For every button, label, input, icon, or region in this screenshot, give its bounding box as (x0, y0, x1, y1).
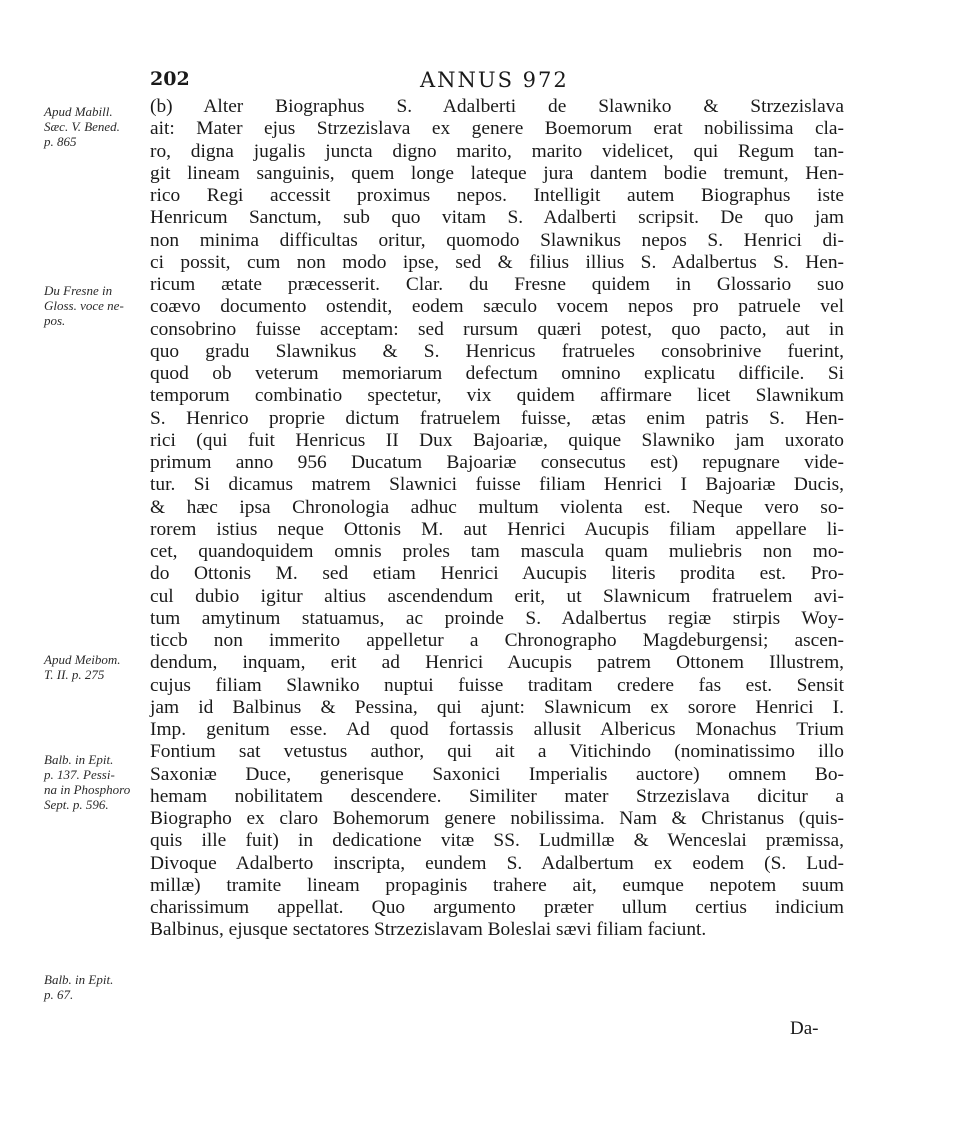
margin-note-line: Apud Mabill. (44, 104, 113, 119)
margin-note-line: Du Fresne in (44, 283, 113, 298)
body-line: cul dubio igitur altius ascendendum erit, ut Slawnicum fratruelem avi- (150, 585, 844, 607)
margin-note-balbinus-pessina (44, 752, 152, 812)
catchword: Da- (790, 1018, 819, 1039)
body-line: tur. Si dicamus matrem Slawnici fuisse filiam Henrici I Bajoariæ Ducis, (150, 474, 844, 496)
body-line: Fontium sat vetustus author, qui ait a Vitichindo (nominatissimo illo (150, 741, 844, 763)
body-line: ricum ætate præcesserit. Clar. du Fresne quidem in Glossario suo (150, 274, 844, 295)
body-line: dendum, inquam, erit ad Henrici Aucupis patrem Ottonem Illustrem, (150, 652, 844, 674)
body-line: millæ) tramite lineam propaginis trahere ait, eumque nepotem suum (150, 874, 844, 896)
margin-note-line: pos. (44, 313, 66, 328)
body-line: quo gradu Slawnikus & S. Henricus fratrueles consobrinive fuerint, (150, 340, 844, 362)
page-header (150, 68, 840, 98)
body-line: Saxoniæ Duce, generisque Saxonici Imperialis auctore) omnem Bo- (150, 763, 844, 785)
body-text (150, 96, 844, 942)
body-line: rico Regi accessit proximus nepos. Intelligit autem Biographus iste (150, 185, 844, 206)
margin-note-line: Sept. p. 596. (44, 797, 109, 812)
margin-note-line: p. 137. Pessi- (44, 767, 115, 782)
body-line: do Ottonis M. sed etiam Henrici Aucupis literis prodita est. Pro- (150, 563, 844, 585)
margin-note-line: Balb. in Epit. (44, 972, 114, 987)
body-line: rorem istius neque Ottonis M. aut Henrici Aucupis filiam appellare li- (150, 518, 844, 540)
body-line: temporum combinatio spectetur, vix quidem affirmare licet Slawnikum (150, 385, 844, 407)
body-line: Imp. genitum esse. Ad quod fortassis allusit Albericus Monachus Trium (150, 719, 844, 740)
body-line: primum anno 956 Ducatum Bajoariæ consecutus est) repugnare vide- (150, 452, 844, 473)
margin-note-mabillon (44, 104, 152, 149)
body-line: rici (qui fuit Henricus II Dux Bajoariæ, quique Slawniko jam uxorato (150, 429, 844, 451)
running-head: ANNUS 972 (420, 68, 569, 92)
body-line: hemam nobilitatem descendere. Similiter mater Strzezislava dicitur a (150, 785, 844, 807)
body-line: charissimum appellat. Quo argumento præter ullum certius indicium (150, 897, 844, 918)
body-line: Divoque Adalberto inscripta, eundem S. Adalbertum ex eodem (S. Lud- (150, 852, 844, 874)
body-line: ci possit, cum non modo ipse, sed & filius illius S. Adalbertus S. Hen- (150, 251, 844, 273)
body-line: Henricum Sanctum, sub quo vitam S. Adalberti scripsit. De quo jam (150, 207, 844, 229)
body-line: ait: Mater ejus Strzezislava ex genere Boemorum erat nobilissima cla- (150, 118, 844, 140)
margin-note-line: p. 67. (44, 987, 74, 1002)
body-line: ticcb non immerito appelletur a Chronographo Magdeburgensi; ascen- (150, 630, 844, 651)
body-line: S. Henrico proprie dictum fratruelem fuisse, ætas enim patris S. Hen- (150, 407, 844, 429)
body-line: consobrino fuisse acceptam: sed rursum quæri potest, quo pacto, aut in (150, 318, 844, 340)
body-line: jam id Balbinus & Pessina, qui ajunt: Slawnicum ex sorore Henrici I. (150, 696, 844, 718)
margin-note-line: Gloss. voce ne- (44, 298, 124, 313)
body-line: Balbinus, ejusque sectatores Strzezislavam Boleslai sævi filiam faciunt. (150, 919, 707, 941)
margin-note-line: p. 865 (44, 134, 77, 149)
margin-note-line: T. II. p. 275 (44, 667, 105, 682)
margin-note-line: na in Phosphoro (44, 782, 131, 797)
body-line: & hæc ipsa Chronologia adhuc multum violenta est. Neque vero so- (150, 496, 844, 518)
body-line: cujus filiam Slawniko nuptui fuisse traditam credere fas est. Sensit (150, 674, 844, 696)
margin-note-meibom (44, 652, 152, 682)
margin-note-du-fresne (44, 283, 152, 328)
body-line: non minima difficultas oritur, quomodo Slawnikus nepos S. Henrici di- (150, 229, 844, 251)
margin-note-line: Sæc. V. Bened. (44, 119, 120, 134)
body-line: ro, digna jugalis juncta digno marito, marito videlicet, qui Regum tan- (150, 140, 844, 162)
page-number: 202 (150, 68, 190, 90)
body-line: tum amytinum statuamus, ac proinde S. Adalbertus regiæ stirpis Woy- (150, 607, 844, 629)
margin-note-line: Apud Meibom. (44, 652, 121, 667)
body-line: (b) Alter Biographus S. Adalberti de Slawniko & Strzezislava (150, 96, 844, 117)
body-line: quod ob veterum memoriarum defectum omnino explicatu difficile. Si (150, 363, 844, 384)
margin-note-line: Balb. in Epit. (44, 752, 114, 767)
body-line: cet, quandoquidem omnis proles tam mascula quam muliebris non mo- (150, 541, 844, 562)
body-line: Biographo ex claro Bohemorum genere nobilissima. Nam & Christanus (quis- (150, 808, 844, 829)
body-line: quis ille fuit) in dedicatione vitæ SS. Ludmillæ & Wenceslai præmissa, (150, 830, 844, 852)
body-line: git lineam sanguinis, quem longe lateque jura dantem bodie tremunt, Hen- (150, 162, 844, 184)
margin-note-balbinus (44, 972, 152, 1002)
body-line: coævo documento ostendit, eodem sæculo vocem nepos pro patruele vel (150, 296, 844, 318)
